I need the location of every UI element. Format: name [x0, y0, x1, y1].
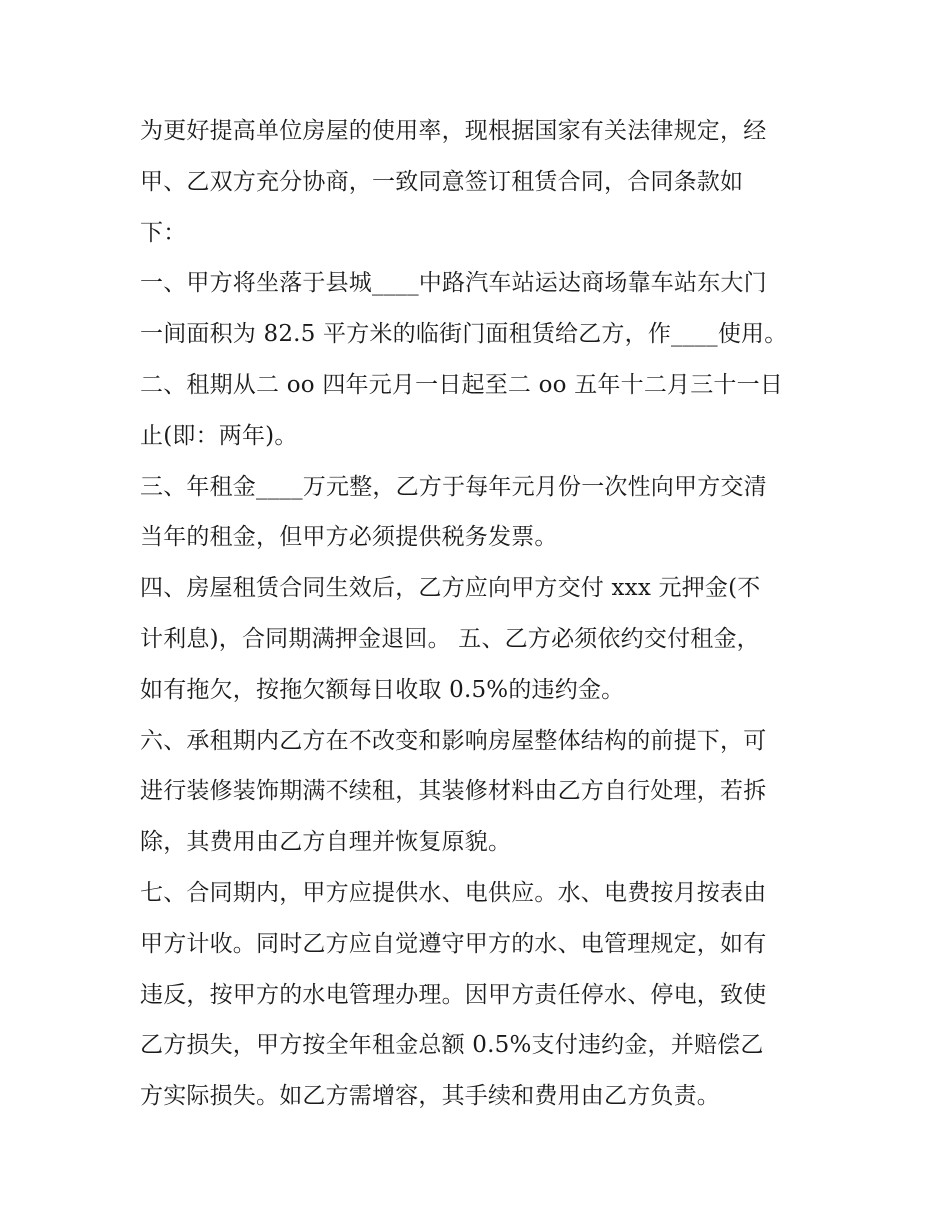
- text-line: 方实际损失。如乙方需增容，其手续和费用由乙方负责。: [140, 1083, 720, 1110]
- text-line: 止(即：两年)。: [140, 422, 298, 449]
- text-line: 甲、乙双方充分协商，一致同意签订租赁合同，合同条款如: [140, 168, 744, 195]
- contract-body: [140, 106, 820, 1122]
- text-line: 一、甲方将坐落于县城____中路汽车站运达商场靠车站东大门: [140, 270, 767, 297]
- text-line: 当年的租金，但甲方必须提供税务发票。: [140, 524, 558, 551]
- text-line: 三、年租金____万元整，乙方于每年元月份一次性向甲方交清: [140, 473, 767, 500]
- text-line: 乙方损失，甲方按全年租金总额 0.5%支付违约金，并赔偿乙: [140, 1032, 764, 1059]
- text-line: 甲方计收。同时乙方应自觉遵守甲方的水、电管理规定，如有: [140, 930, 767, 957]
- text-line: 除，其费用由乙方自理并恢复原貌。: [140, 829, 512, 856]
- text-line: 计利息)，合同期满押金退回。 五、乙方必须依约交付租金，: [140, 625, 760, 652]
- text-line: 四、房屋租赁合同生效后，乙方应向甲方交付 xxx 元押金(不: [140, 575, 761, 602]
- text-line: 为更好提高单位房屋的使用率，现根据国家有关法律规定，经: [140, 118, 767, 144]
- text-line: 二、租期从二 oo 四年元月一日起至二 oo 五年十二月三十一日: [140, 371, 784, 398]
- text-line: 违反，按甲方的水电管理办理。因甲方责任停水、停电，致使: [140, 981, 767, 1008]
- text-line: 六、承租期内乙方在不改变和影响房屋整体结构的前提下，可: [140, 727, 767, 754]
- text-line: 七、合同期内，甲方应提供水、电供应。水、电费按月按表由: [140, 879, 767, 906]
- text-line: 如有拖欠，按拖欠额每日收取 0.5%的违约金。: [140, 676, 625, 703]
- text-line: 一间面积为 82.5 平方米的临街门面租赁给乙方，作____使用。: [140, 321, 788, 348]
- text-line: 下：: [140, 219, 187, 246]
- text-line: 进行装修装饰期满不续租，其装修材料由乙方自行处理，若拆: [140, 778, 767, 805]
